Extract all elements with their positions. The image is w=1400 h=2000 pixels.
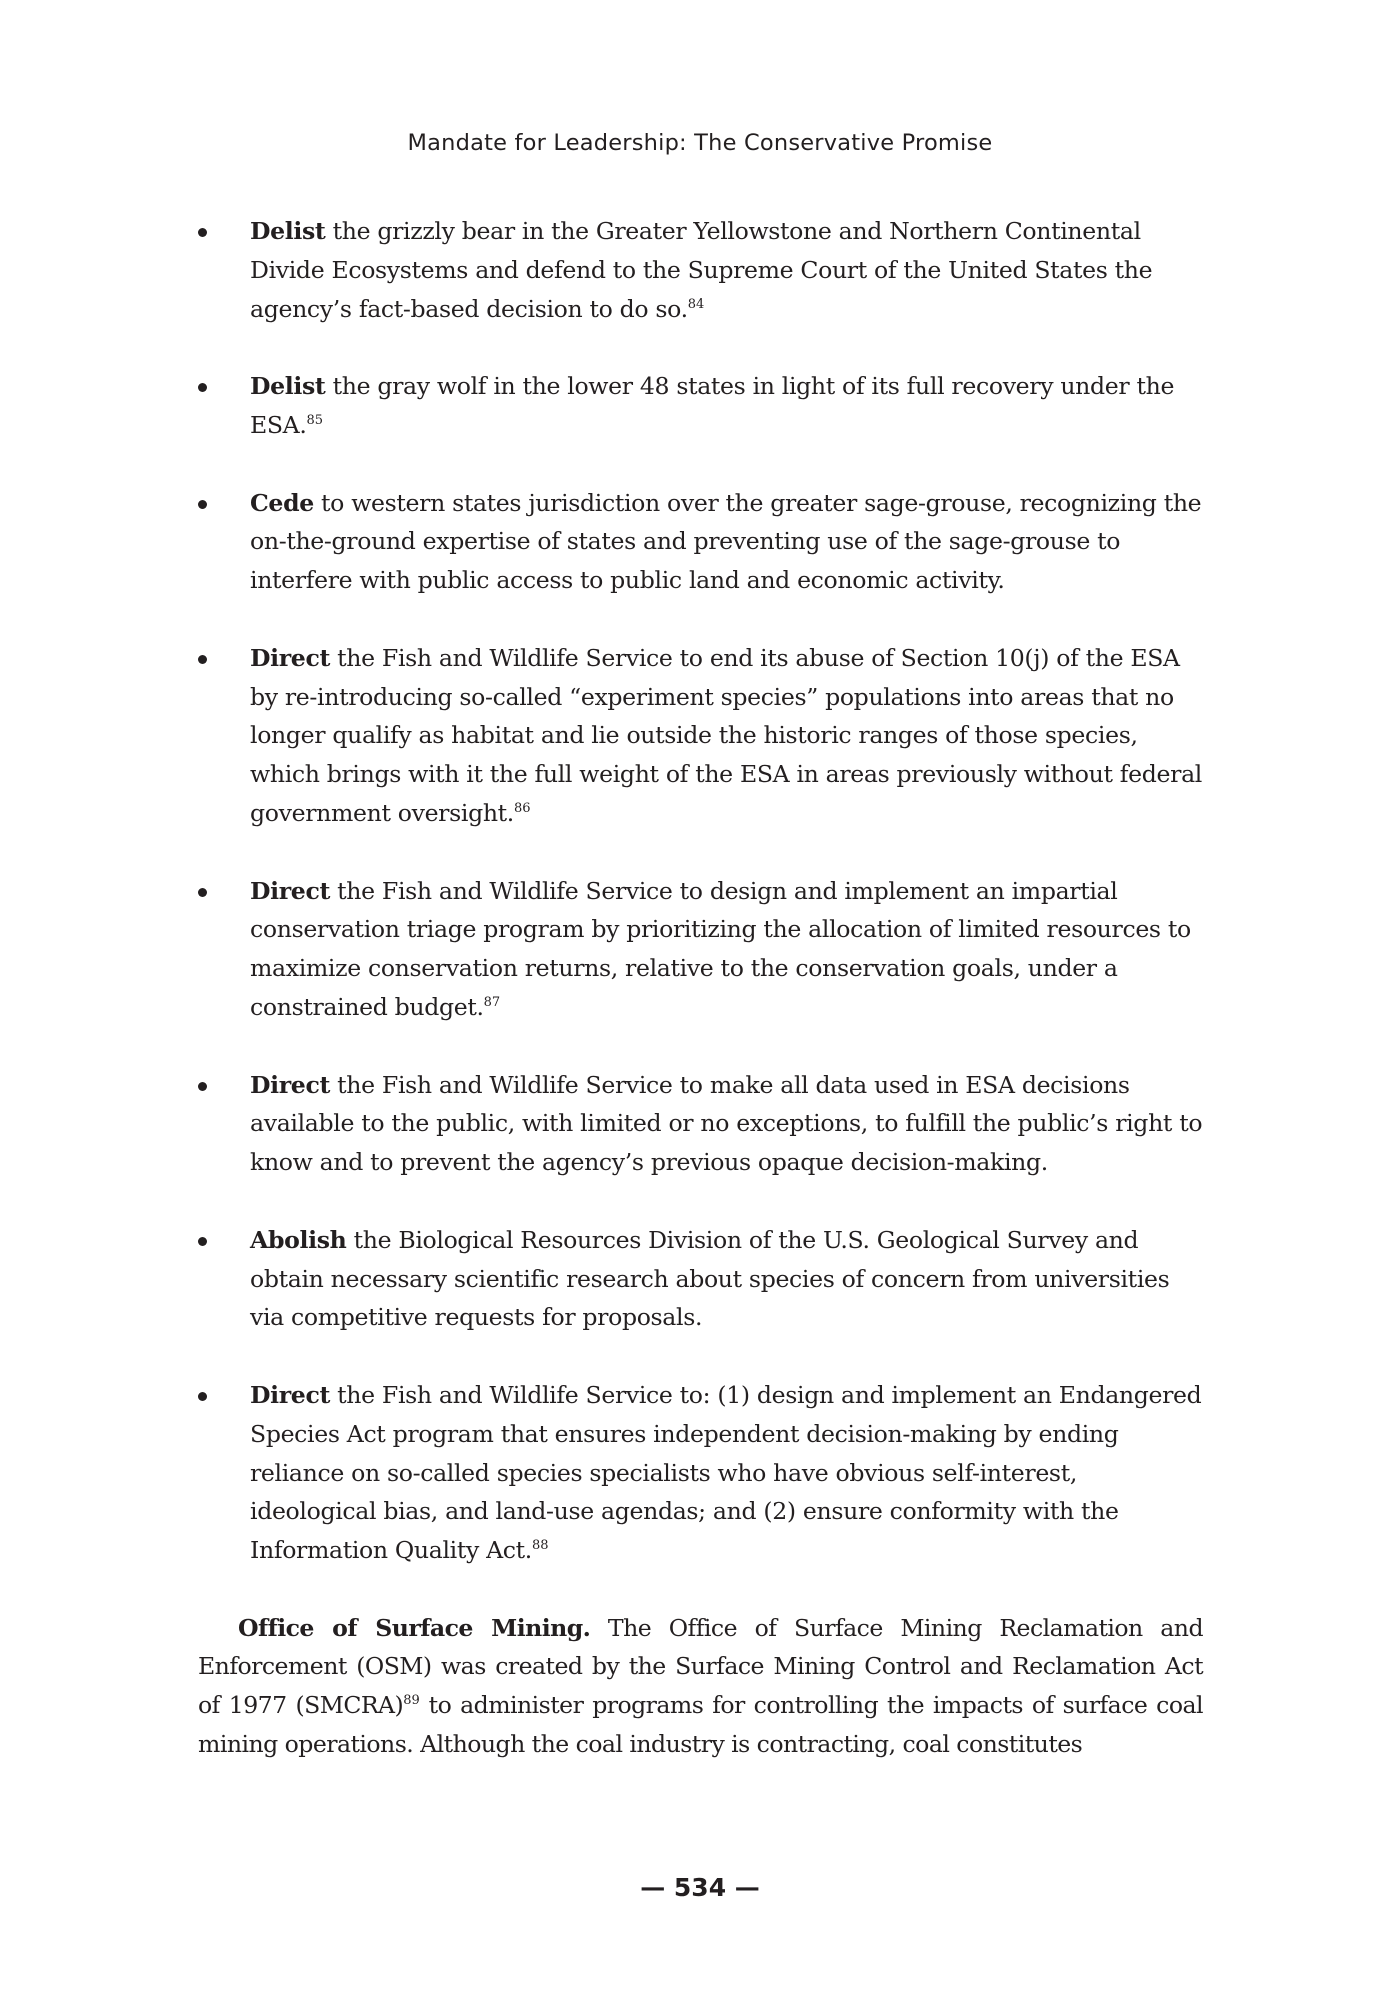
recommendation-item [198,1221,1203,1337]
recommendation-text: the Fish and Wildlife Service to make all data used in ESA decisions available to the public, with limited or no exceptions, to fulfill the public’s right to know and to prevent the agency’s previous opaque decision-making. [250,1070,1203,1177]
recommendation-item [198,484,1203,600]
footnote-ref: 86 [513,800,531,816]
recommendation-item [198,1066,1203,1182]
footnote-ref: 88 [531,1538,549,1554]
recommendation-verb: Direct [250,1070,331,1099]
recommendation-verb: Direct [250,1380,331,1409]
recommendation-item [198,872,1203,1027]
recommendation-verb: Delist [250,217,326,245]
recommendation-verb: Direct [250,643,331,672]
section-heading: Office of Surface Mining. [238,1613,591,1642]
section-text-continued: to administer programs for controlling the impacts of surface coal mining operations. Although the coal industry is contracting, coal constitutes [198,1691,1204,1759]
bullet-icon [198,228,207,237]
recommendation-text: the Fish and Wildlife Service to end its abuse of Section 10(j) of the ESA by re-introducing so-called “experiment species” populations into areas that no longer qualify as habitat and lie outside the historic ranges of those species, which brings with it the full weight of the ESA in areas previously without federal government oversight. [250,643,1202,827]
recommendations-list [198,212,1203,1570]
recommendation-text: the Biological Resources Division of the U.S. Geological Survey and obtain necessary scientific research about species of concern from universities via competitive requests for proposals. [250,1225,1170,1332]
recommendation-text: the Fish and Wildlife Service to design and implement an impartial conservation triage program by prioritizing the allocation of limited resources to maximize conservation returns, relative to the conservation goals, under a constrained budget. [250,876,1191,1021]
bullet-icon [198,888,207,897]
bullet-icon [198,1392,207,1401]
bullet-icon [198,1082,207,1091]
footnote-ref: 89 [403,1693,420,1709]
recommendation-item [198,639,1203,833]
bullet-icon [198,655,207,664]
recommendation-item [198,1376,1203,1570]
recommendation-text: the Fish and Wildlife Service to: (1) design and implement an Endangered Species Act program that ensures independent decision-making by ending reliance on so-called species specialists who have obvious self-interest, ideological bias, and land-use agendas; and (2) ensure conformity with the Information Quality Act. [250,1380,1202,1565]
page-body [198,212,1203,1764]
recommendation-text: to western states jurisdiction over the greater sage-grouse, recognizing the on-the-ground expertise of states and preventing use of the sage-grouse to interfere with public access to public land and economic activity. [250,488,1202,595]
recommendation-text: the gray wolf in the lower 48 states in light of its full recovery under the ESA. [250,372,1175,439]
recommendation-verb: Cede [250,488,314,517]
bullet-icon [198,383,207,392]
section-paragraph [198,1609,1203,1764]
recommendation-verb: Abolish [250,1225,347,1254]
footnote-ref: 87 [483,994,501,1010]
recommendation-item [198,367,1203,445]
bullet-icon [198,500,207,509]
running-header: Mandate for Leadership: The Conservative Promise [407,130,993,156]
recommendation-text: the grizzly bear in the Greater Yellowstone and Northern Continental Divide Ecosystems and defend to the Supreme Court of the United States the agency’s fact-based decision to do so. [250,217,1153,323]
bullet-icon [198,1237,207,1246]
recommendation-verb: Direct [250,876,331,905]
section-text: The Office of Surface Mining Reclamation and Enforcement (OSM) was created by the Surface Mining Control and Reclamation Act of 1977 (SMCRA) [198,1613,1203,1720]
recommendation-item [198,212,1203,328]
footnote-ref: 84 [687,296,705,312]
recommendation-verb: Delist [250,372,326,401]
page-number: — 534 — [640,1873,760,1902]
footnote-ref: 85 [306,412,324,428]
